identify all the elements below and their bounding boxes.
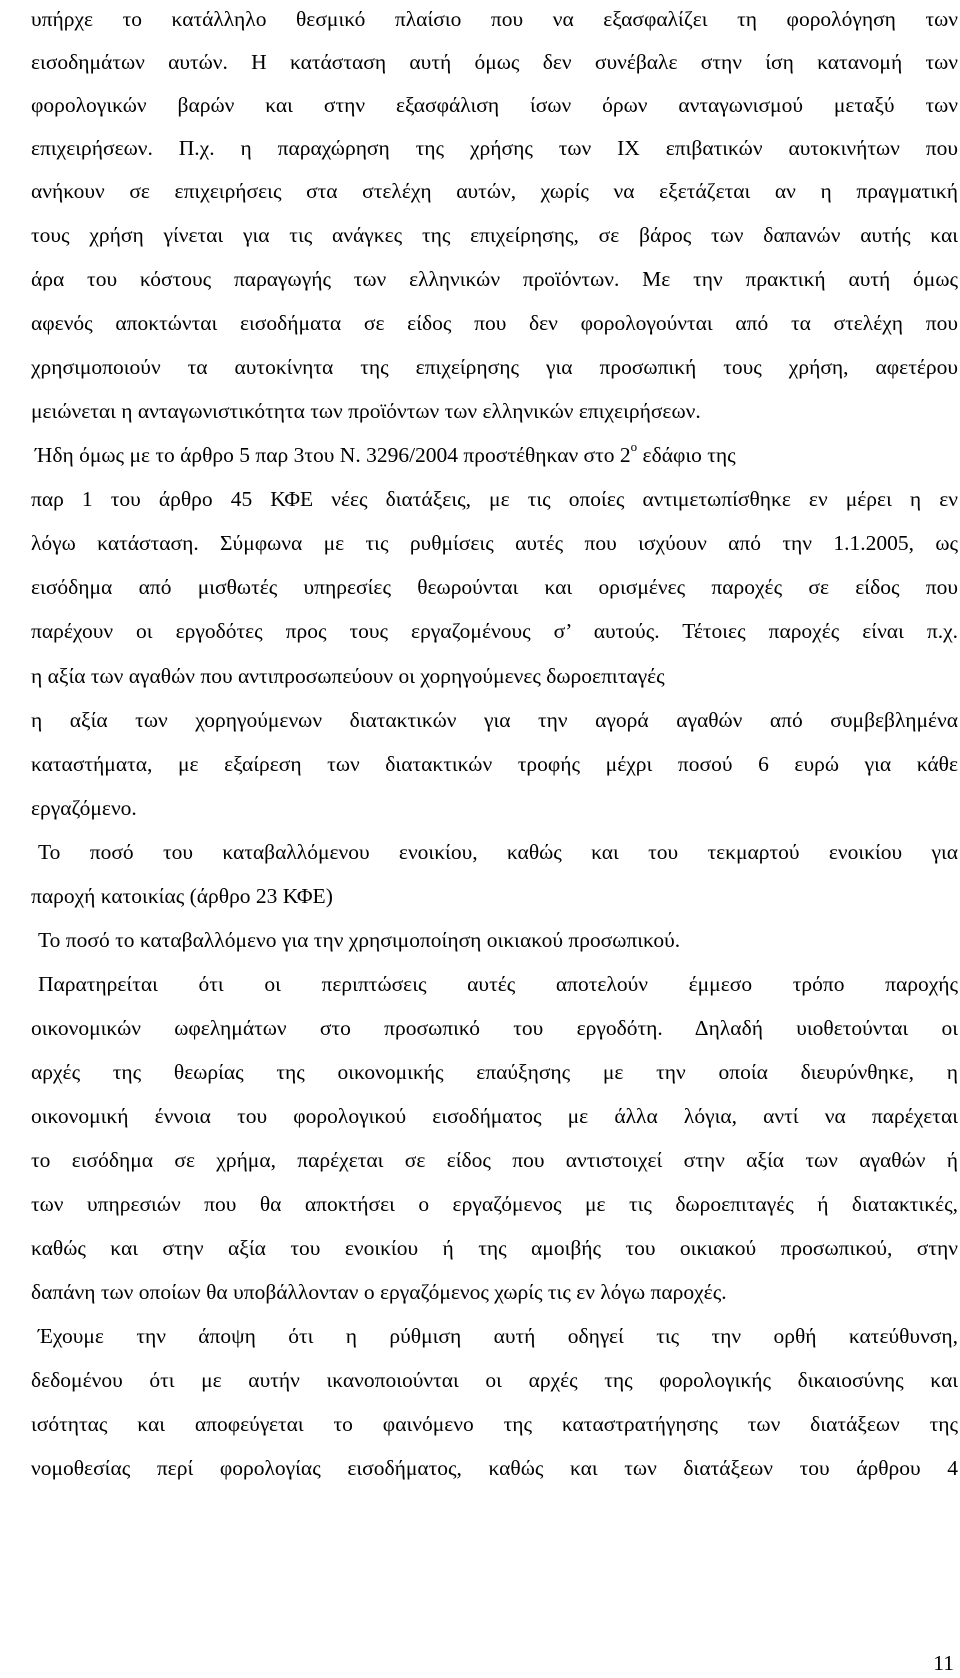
text-line: χρησιμοποιούν τα αυτοκίνητα της επιχείρησης για προσωπική τους χρήση, αφετέρου <box>31 355 958 379</box>
text-line-head: Ήδη όμως με το άρθρο 5 παρ 3του Ν. 3296/2004 προστέθηκαν στο 2 <box>35 443 631 467</box>
text-line: ανήκουν σε επιχειρήσεις στα στελέχη αυτών, χωρίς να εξετάζεται αν η πραγματική <box>31 179 958 203</box>
text-line: άρα του κόστους παραγωγής των ελληνικών προϊόντων. Με την πρακτική αυτή όμως <box>31 267 958 291</box>
text-line: νομοθεσίας περί φορολογίας εισοδήματος, καθώς και των διατάξεων του άρθρου 4 <box>31 1456 958 1480</box>
text-line-tail: εδάφιο της <box>637 443 736 467</box>
text-line: δεδομένου ότι με αυτήν ικανοποιούνται οι αρχές της φορολογικής δικαιοσύνης και <box>31 1368 958 1392</box>
text-line: μειώνεται η ανταγωνιστικότητα των προϊόντων των ελληνικών επιχειρήσεων. <box>31 399 701 423</box>
text-line: εργαζόμενο. <box>31 796 137 820</box>
text-line: φορολογικών βαρών και στην εξασφάλιση ίσων όρων ανταγωνισμού μεταξύ των <box>31 93 958 117</box>
text-line: οικονομικών ωφελημάτων στο προσωπικό του εργοδότη. Δηλαδή υιοθετούνται οι <box>31 1016 958 1040</box>
text-line: παρέχουν οι εργοδότες προς τους εργαζομένους σ’ αυτούς. Τέτοιες παροχές είναι π.χ. <box>31 619 958 643</box>
superscript-ordinal: ο <box>630 439 638 454</box>
text-line: ισότητας και αποφεύγεται το φαινόμενο της καταστρατήγησης των διατάξεων της <box>31 1412 958 1436</box>
text-line-with-superscript <box>35 439 958 468</box>
text-line: των υπηρεσιών που θα αποκτήσει ο εργαζόμενος με τις δωροεπιταγές ή διατακτικές, <box>31 1192 958 1216</box>
text-line: επιχειρήσεων. Π.χ. η παραχώρηση της χρήσης των ΙΧ επιβατικών αυτοκινήτων που <box>31 136 958 160</box>
text-line: οικονομική έννοια του φορολογικού εισοδήματος με άλλα λόγια, αντί να παρέχεται <box>31 1104 958 1128</box>
text-line: το εισόδημα σε χρήμα, παρέχεται σε είδος που αντιστοιχεί στην αξία των αγαθών ή <box>31 1148 958 1172</box>
text-line: υπήρχε το κατάλληλο θεσμικό πλαίσιο που να εξασφαλίζει τη φορολόγηση των <box>31 7 958 31</box>
text-line: εισοδημάτων αυτών. Η κατάσταση αυτή όμως δεν συνέβαλε στην ίση κατανομή των <box>31 50 958 74</box>
text-line: Το ποσό του καταβαλλόμενου ενοικίου, καθώς και του τεκμαρτού ενοικίου για <box>38 840 958 864</box>
page-number: 11 <box>933 1651 954 1675</box>
text-line: εισόδημα από μισθωτές υπηρεσίες θεωρούνται και ορισμένες παροχές σε είδος που <box>31 575 958 599</box>
text-line: Παρατηρείται ότι οι περιπτώσεις αυτές αποτελούν έμμεσο τρόπο παροχής <box>38 972 958 996</box>
text-line: Το ποσό το καταβαλλόμενο για την χρησιμοποίηση οικιακού προσωπικού. <box>38 928 681 952</box>
text-line: αφενός αποκτώνται εισοδήματα σε είδος που δεν φορολογούνται από τα στελέχη που <box>31 311 958 335</box>
text-line: καταστήματα, με εξαίρεση των διατακτικών τροφής μέχρι ποσού 6 ευρώ για κάθε <box>31 752 958 776</box>
text-line: λόγω κατάσταση. Σύμφωνα με τις ρυθμίσεις αυτές που ισχύουν από την 1.1.2005, ως <box>31 531 958 555</box>
text-line: Έχουμε την άποψη ότι η ρύθμιση αυτή οδηγεί τις την ορθή κατεύθυνση, <box>38 1324 958 1348</box>
text-line: η αξία των χορηγούμενων διατακτικών για την αγορά αγαθών από συμβεβλημένα <box>31 708 958 732</box>
text-line: τους χρήση γίνεται για τις ανάγκες της επιχείρησης, σε βάρος των δαπανών αυτής και <box>31 223 958 247</box>
text-line: παρ 1 του άρθρο 45 ΚΦΕ νέες διατάξεις, με τις οποίες αντιμετωπίσθηκε εν μέρει η εν <box>31 487 958 511</box>
text-line: καθώς και στην αξία του ενοικίου ή της αμοιβής του οικιακού προσωπικού, στην <box>31 1236 958 1260</box>
text-line: παροχή κατοικίας (άρθρο 23 ΚΦΕ) <box>31 884 333 908</box>
text-line: αρχές της θεωρίας της οικονομικής επαύξησης με την οποία διευρύνθηκε, η <box>31 1060 958 1084</box>
text-line: η αξία των αγαθών που αντιπροσωπεύουν οι χορηγούμενες δωροεπιταγές <box>31 664 665 688</box>
text-line: δαπάνη των οποίων θα υποβάλλονταν ο εργαζόμενος χωρίς τις εν λόγω παροχές. <box>31 1280 727 1304</box>
